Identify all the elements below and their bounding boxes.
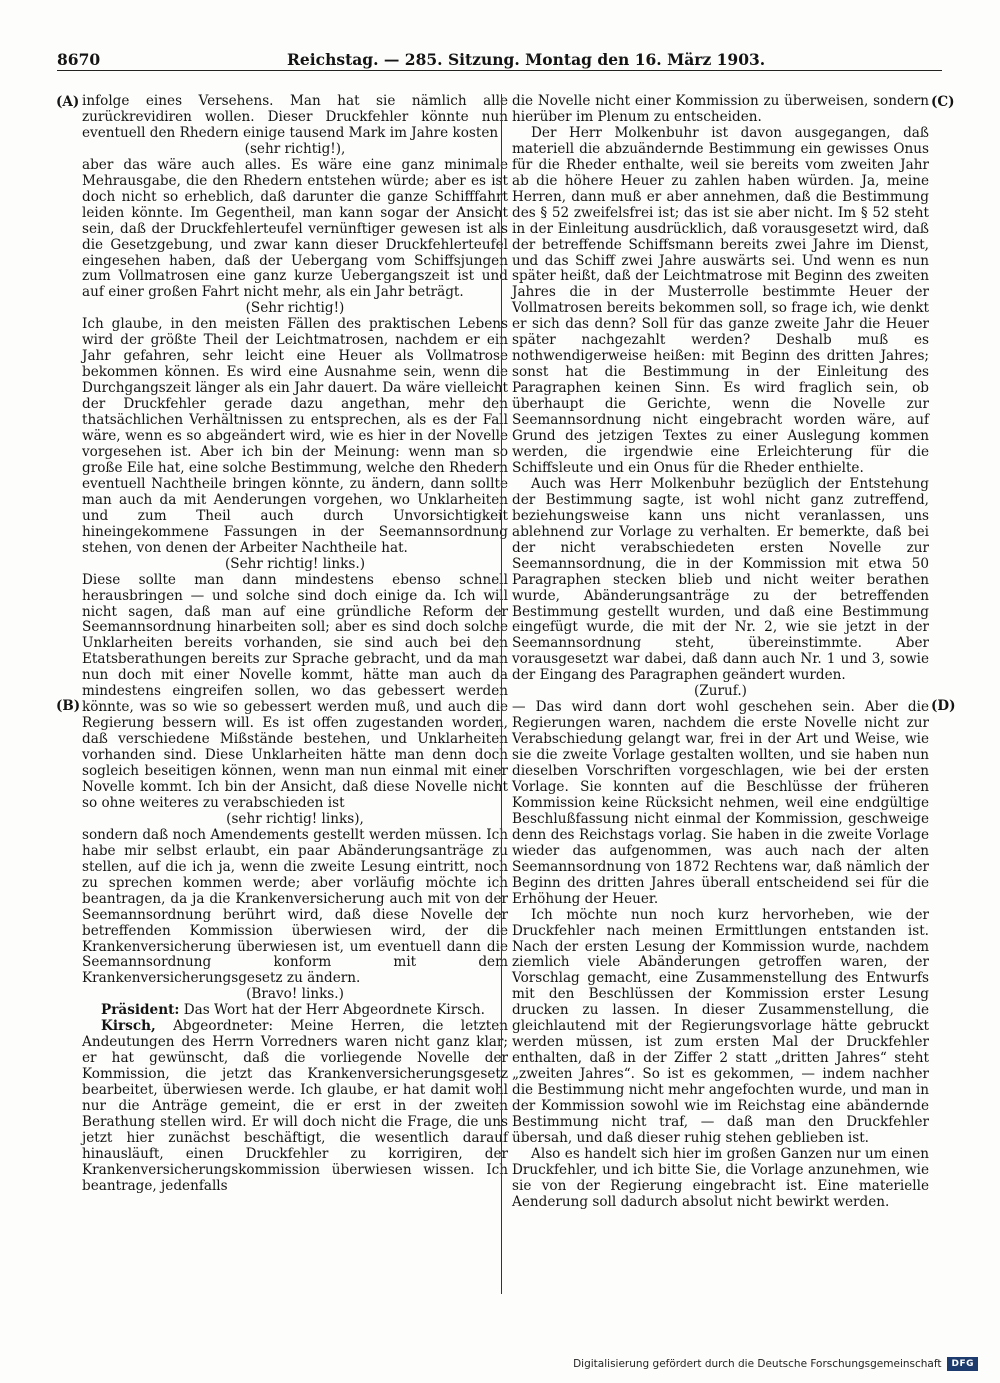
interjection: (sehr richtig! links), <box>226 810 364 827</box>
paragraph: Ich möchte nun noch kurz hervorheben, wie der Druckfehler nach meinen Ermittlungen entstanden ist. Nach der ersten Lesung der Kommission wurde, nachdem ziemlich viele Abänderungen getroffen waren, der Vorschlag gemacht, eine Zusammenstellung des Entwurfs mit den Beschlüssen der Kommission erster Lesung drucken zu lassen. In dieser Zusammenstellung, die gleichlautend mit der Regierungsvorlage hätte gebruckt werden müssen, ist zum ersten Mal der Druckfehler enthalten, daß in der Ziffer 2 statt „dritten Jahres“ steht „zweiten Jahres“. So ist es gekommen, — indem nachher die Bestimmung nicht mehr angefochten wurde, und man in der Kommission sowohl wie im Reichstag eine abändernde Bestimmung nicht traf, — daß man den Druckfehler übersah, und daß dieser ruhig stehen geblieben ist. <box>512 906 929 1146</box>
margin-marker-a: (A) <box>56 94 80 110</box>
column-divider <box>501 94 502 1294</box>
interjection: (Zuruf.) <box>694 683 747 700</box>
paragraph: Ich glaube, in den meisten Fällen des praktischen Lebens wird der größte Theil der Leichtmatrosen, nachdem er ein Jahr gefahren, sehr leicht eine Heuer als Vollmatrose bekommen können. Es wird eine Ausnahme sein, wenn die Durchgangszeit länger als ein Jahr dauert. Da wäre vielleicht der Druckfehler gerade dazu angethan, mehr den thatsächlichen Verhältnissen zu entsprechen, als es der Fall wäre, wenn es so abgeändert wird, wie es hier in der Novelle vorgesehen ist. Aber ich bin der Meinung: wenn man so große Eile hat, eine solche Bestimmung, welche den Rhedern eventuell Nachtheile bringen könnte, zu ändern, dann sollte man auch da mit Aenderungen vorgehen, wo Unklarheiten und zum Theil auch durch Unvorsichtigkeit hineingekommene Fassungen in der Seemannsordnung stehen, von denen der Arbeiter Nachtheile hat. <box>82 316 508 556</box>
page-number: 8670 <box>57 50 101 69</box>
paragraph: infolge eines Versehens. Man hat sie nämlich alle zurückrevidiren wollen. Dieser Druckfehler könnte nun eventuell den Rhedern einige tausend Mark im Jahre kosten <box>82 93 508 141</box>
interjection: (Sehr richtig!) <box>245 300 345 317</box>
footer-text: Digitalisierung gefördert durch die Deutsche Forschungsgemeinschaft <box>573 1358 942 1370</box>
paragraph: Diese sollte man dann mindestens ebenso schnell herausbringen — und solche sind doch einige da. Ich will nicht sagen, daß man auf eine gründliche Reform der Seemannsordnung hinarbeiten soll; aber es sind doch solche Unklarheiten bereits vorhanden, sie sind auch bei den Etatsberathungen bereits zur Sprache gebracht, und da man nun doch mit einer Novelle kommt, hätte man auch da mindestens eingreifen sollen, wo das gebessert werden könnte, was so wie so gebessert werden muß, und auch die Regierung bessern will. Es ist offen zugestanden worden, daß verschiedene Mißstände bestehen, und Unklarheiten vorhanden sind. Diese Unklarheiten hätte man denn doch sogleich beseitigen können, wenn man nun einmal mit einer Novelle kommt. Ich bin der Ansicht, daß diese Novelle nicht so ohne weiteres zu verabschieden ist <box>82 571 508 811</box>
margin-marker-d: (D) <box>931 698 956 714</box>
president-statement <box>82 1003 508 1019</box>
left-column <box>82 94 508 1195</box>
interjection: (sehr richtig!), <box>244 140 346 157</box>
dfg-logo: DFG <box>947 1357 978 1371</box>
page-header <box>57 30 942 70</box>
statement-text: Abgeordneter: Meine Herren, die letzten Andeutungen des Herrn Vorredners waren nicht ganz klar; er hat gewünscht, daß die vorliegende Novelle der Kommission, die jetzt das Krankenversicherungsgesetz bearbeitet, überwiesen werde. Ich glaube, er hat damit wohl nur die Anträge gemeint, die er erst in der zweiten Berathung stellen wird. Er will doch nicht die Frage, die uns jetzt hier zunächst beschäftigt, die wesentlich darauf hinausläuft, einen Druckfehler zu korrigiren, der Krankenversicherungskommission überwiesen wissen. Ich beantrage, jedenfalls <box>82 1018 508 1194</box>
paragraph: Auch was Herr Molkenbuhr bezüglich der Entstehung der Bestimmung sagte, ist wohl nicht ganz zutreffend, beziehungsweise kann uns nicht veranlassen, uns ablehnend zur Vorlage zu verhalten. Er bemerkte, daß bei der nicht verabschiedeten ersten Novelle zur Seemannsordnung, die in der Kommission mit etwa 50 Paragraphen stecken blieb und nicht weiter berathen wurde, Abänderungsanträge zu der betreffenden Bestimmung gestellt wurden, und daß eine Bestimmung eingefügt wurde, die mit der Nr. 2, wie sie jetzt in der Seemannsordnung steht, übereinstimmte. Aber vorausgesetzt war dabei, daß dann auch Nr. 1 und 3, sowie der Eingang des Paragraphen geändert wurden. <box>512 475 929 684</box>
running-title: Reichstag. — 285. Sitzung. Montag den 16. März 1903. <box>287 50 766 69</box>
interjection: (Sehr richtig! links.) <box>224 555 366 572</box>
kirsch-statement <box>82 1019 508 1194</box>
paragraph: Der Herr Molkenbuhr ist davon ausgegangen, daß materiell die abzuändernde Bestimmung ein gewisses Onus für die Rheder enthalte, weil sie bereits vom zweiten Jahr ab die höhere Heuer zu zahlen haben würden. Ja, meine Herren, dann muß er aber annehmen, daß die Bestimmung des § 52 zweifelsfrei ist; das ist sie aber nicht. Im § 52 steht in der Einleitung ausdrücklich, daß vorausgesetzt wird, daß der betreffende Schiffsmann bereits zwei Jahre im Dienst, und das Schiff zwei Jahre auswärts sei. Und wenn es nun später heißt, daß der Leichtmatrose mit Beginn des zweiten Jahres die in der Musterrolle bestimmte Heuer der Vollmatrosen bereits bekommen soll, so frage ich, wie denkt er sich das denn? Soll für das ganze zweite Jahr die Heuer später nachgezahlt werden? Deshalb muß es nothwendigerweise heißen: mit Beginn des dritten Jahres; sonst hat die Bestimmung in der Einleitung des Paragraphen keinen Sinn. Es wird fraglich sein, ob überhaupt die Gerichte, wenn die Novelle zur Seemannsordnung nicht eingebracht worden wäre, auf Grund des jetzigen Textes zu einer Auslegung kommen werden, die irgendwie eine Erleichterung für die Schiffsleute und ein Onus für die Rheder enthielte. <box>512 124 929 476</box>
paragraph: — Das wird dann dort wohl geschehen sein. Aber die Regierungen waren, nachdem die erste Novelle nicht zur Verabschiedung gelangt war, frei in der Art und Weise, wie sie die zweite Vorlage gestalten wollten, und sie haben nun dieselben Vorschriften vorgeschlagen, wie bei der ersten Vorlage. Sie konnten auf die Beschlüsse der früheren Kommission keine Rücksicht nehmen, weil eine endgültige Beschlußfassung nicht einmal der Kommission, geschweige denn des Reichstags vorlag. Sie haben in die zweite Vorlage wieder das aufgenommen, was auch nach der alten Seemannsordnung von 1872 Rechtens war, daß nämlich der Beginn des dritten Jahres überall entscheidend sei für die Erhöhung der Heuer. <box>512 699 929 907</box>
margin-marker-b: (B) <box>56 698 81 714</box>
header-rule <box>57 70 942 71</box>
interjection: (Bravo! links.) <box>246 986 344 1003</box>
statement-text: Das Wort hat der Herr Abgeordnete Kirsch. <box>183 1002 485 1019</box>
paragraph: die Novelle nicht einer Kommission zu überweisen, sondern hierüber im Plenum zu entscheiden. <box>512 93 929 125</box>
speaker-label: Kirsch, <box>101 1018 156 1035</box>
paragraph: Also es handelt sich hier im großen Ganzen nur um einen Druckfehler, und ich bitte Sie, die Vorlage anzunehmen, wie sie von der Regierung eingebracht ist. Eine materielle Aenderung soll dadurch absolut nicht bewirkt werden. <box>512 1145 929 1210</box>
paragraph: sondern daß noch Amendements gestellt werden müssen. Ich habe mir selbst erlaubt, ein paar Abänderungsanträge zu stellen, auf die ich ja, wenn die zweite Lesung eintritt, noch zu sprechen kommen werde; aber vorläufig möchte ich beantragen, da ja die Krankenversicherung auch mit von der Seemannsordnung berührt wird, daß diese Novelle der betreffenden Kommission überwiesen wird, der die Krankenversicherung überwiesen ist, um eventuell dann die Seemannsordnung konform mit dem Krankenversicherungsgesetz zu ändern. <box>82 826 508 987</box>
right-column <box>512 94 929 1211</box>
margin-marker-c: (C) <box>931 94 955 110</box>
speaker-label: Präsident: <box>101 1002 180 1019</box>
paragraph: aber das wäre auch alles. Es wäre eine ganz minimale Mehrausgabe, die den Rhedern entstehen würde; aber es ist doch nicht so erheblich, daß darunter die ganze Schifffahrt leiden könnte. Im Gegentheil, man kann sogar der Ansicht sein, daß der Druckfehlerteufel vernünftiger gewesen ist als die Gesetzgebung, und zwar kann dieser Druckfehlerteufel eingesehen haben, daß der Uebergang vom Schiffsjungen zum Vollmatrosen eine ganz kurze Uebergangszeit ist und auf einer großen Fahrt nicht mehr, als ein Jahr beträgt. <box>82 156 508 301</box>
footer <box>573 1357 978 1371</box>
